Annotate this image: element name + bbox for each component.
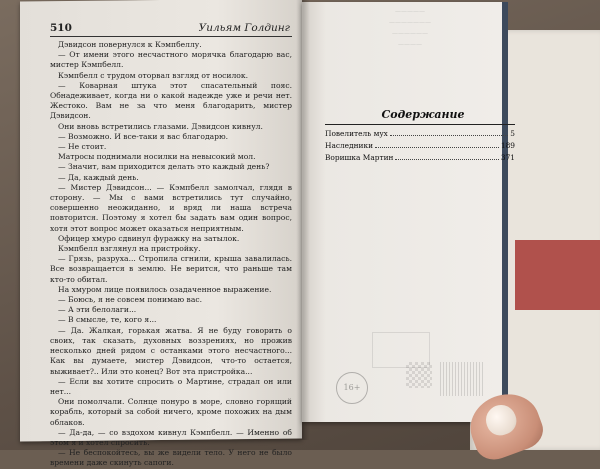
paragraph: — Если вы хотите спросить о Мартине, страдал он или нет... <box>50 376 292 396</box>
paragraph: — Не беспокойтесь, вы же видели тело. У него не было времени даже скинуть сапоги. <box>50 448 292 468</box>
toc-title: Содержание <box>381 108 465 121</box>
toc-entry-page: 5 <box>510 129 515 138</box>
paragraph: — А эти белолаги... <box>58 305 137 315</box>
running-head <box>50 22 290 36</box>
age-rating-badge: 16+ <box>336 372 368 404</box>
toc-entry-title: Повелитель мух <box>325 129 388 138</box>
paragraph: Офицер хмуро сдвинул фуражку на затылок. <box>58 233 240 243</box>
paragraph: Кэмпбелл с трудом оторвал взгляд от носилок. <box>58 70 249 80</box>
paragraph: — Да. Жалкая, горькая жатва. Я не буду говорить о своих, так сказать, духовных воззрениях, но прожив несколько дней рядом с останками этого несчастного... Как вы думаете, мистер Дэвидсон, что-то остается, выживает?.. Или это конец? Вот эта пристройка... <box>50 325 292 376</box>
bleed-through-text: ————— ——————— —————— ———— <box>389 8 431 48</box>
author-name: Уильям Голдинг <box>198 22 290 34</box>
paragraph: — Грязь, разруха... Стропила сгнили, крыша завалилась. Все возвращается в землю. Не верится, что раньше там кто-то обитал. <box>50 254 292 284</box>
paragraph: Кэмпбелл взглянул на пристройку. <box>58 244 201 254</box>
toc-leader-dots <box>375 141 499 148</box>
header-rule <box>50 36 292 37</box>
toc-leader-dots <box>395 153 498 160</box>
page-number: 510 <box>50 22 72 34</box>
paragraph: Дэвидсон повернулся к Кэмпбеллу. <box>58 40 202 49</box>
toc-list <box>325 128 515 164</box>
paragraph: На хмуром лице появилось озадаченное выражение. <box>58 284 272 294</box>
toc-entry-title: Воришка Мартин <box>325 153 394 162</box>
toc-entry-title: Наследники <box>325 141 374 150</box>
paragraph: — Возможно. И все-таки я вас благодарю. <box>58 131 229 141</box>
paragraph: Они помолчали. Солнце понуро в море, словно горящий корабль, который за собой ничего, кроме похожих на дым облаков. <box>50 397 292 427</box>
open-book <box>20 0 525 468</box>
paragraph: — Мистер Дэвидсон... — Кэмпбелл замолчал, глядя в сторону. — Мы с вами встретились тут случайно, совершенно неожиданно, и вряд ли наша встреча повторится. Поэтому я хотел бы задать вам один вопрос, хотя этот вопрос может оказаться неприятным. <box>50 182 292 233</box>
toc-leader-dots <box>390 129 508 136</box>
paragraph: — В смысле, те, кого я... <box>58 315 157 325</box>
cover-red-band <box>515 240 600 310</box>
paragraph: Они вновь встретились глазами. Дэвидсон кивнул. <box>58 121 263 131</box>
paragraph: — Да-да, — со вздохом кивнул Кэмпбелл. — Именно об этом я и хотел спросить. <box>50 427 292 447</box>
paragraph: — От имени этого несчастного морячка благодарю вас, мистер Кэмпбелл. <box>50 50 292 70</box>
toc-entry-page: 371 <box>500 153 515 162</box>
toc-rule <box>325 124 515 125</box>
body-text <box>50 40 292 469</box>
paragraph: — Значит, вам приходится делать это каждый день? <box>58 162 270 172</box>
paragraph: — Не стоит. <box>58 142 107 152</box>
book-spine-edge <box>502 2 508 422</box>
toc-entry <box>325 152 515 164</box>
barcode-icon <box>440 362 484 396</box>
paragraph: — Коварная штука этот спасательный пояс. Обнадеживает, когда ни о какой надежде уже и речи нет. Жестоко. Вам не за что меня благодарить, мистер Дэвидсон. <box>50 80 292 121</box>
paragraph: Матросы поднимали носилки на невысокий мол. <box>58 152 256 162</box>
paragraph: — Да, каждый день. <box>58 172 139 182</box>
qr-code-icon <box>406 362 432 388</box>
toc-entry <box>325 140 515 152</box>
toc-entry-page: 189 <box>500 141 515 150</box>
toc-entry <box>325 128 515 140</box>
paragraph: — Боюсь, я не совсем понимаю вас. <box>58 295 203 305</box>
book-gutter <box>296 0 310 440</box>
